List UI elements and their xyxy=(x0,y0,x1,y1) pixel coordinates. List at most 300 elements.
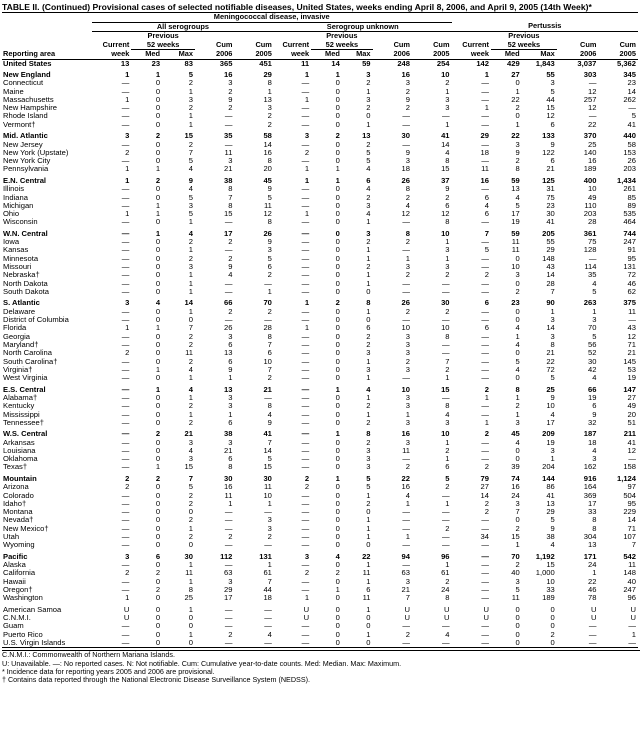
value-cell: 4 xyxy=(515,324,520,333)
table-row xyxy=(2,308,638,316)
value-cell: 345 xyxy=(623,69,636,79)
footnotes xyxy=(2,650,640,685)
value-cell: 43 xyxy=(546,263,555,272)
value-cell: 128 xyxy=(583,246,597,255)
value-cell: 2 xyxy=(228,307,233,316)
table-row xyxy=(2,550,638,561)
value-cell: 1 xyxy=(445,455,450,464)
value-cell: 5 xyxy=(366,483,371,492)
value-cell: 0 xyxy=(155,332,161,341)
value-cell: 0 xyxy=(188,614,193,623)
value-cell: 1 xyxy=(445,120,450,129)
value-cell: 1 xyxy=(335,69,340,79)
value-cell: 12 xyxy=(441,210,450,219)
value-cell: 3 xyxy=(366,95,371,104)
value-cell: 1 xyxy=(335,586,340,594)
value-cell: 41 xyxy=(263,429,272,439)
table-row xyxy=(2,210,638,218)
value-cell: 504 xyxy=(623,491,636,500)
value-cell: — xyxy=(121,374,130,383)
value-cell: 0 xyxy=(335,524,340,533)
table-row xyxy=(2,358,638,366)
value-cell: 1 xyxy=(188,279,193,288)
value-cell: — xyxy=(121,402,130,411)
value-cell: 9 xyxy=(405,148,410,157)
value-cell: 63 xyxy=(223,569,233,578)
value-cell: U xyxy=(404,614,410,623)
value-cell: 1 xyxy=(125,210,130,219)
value-cell: 7 xyxy=(188,473,193,483)
value-cell: — xyxy=(301,577,310,586)
value-cell: 3 xyxy=(405,79,410,88)
value-cell: — xyxy=(452,639,491,648)
value-cell: 20 xyxy=(627,410,636,419)
value-cell: 83 xyxy=(184,59,193,68)
value-cell: — xyxy=(301,622,310,631)
value-cell: 5 xyxy=(366,157,371,166)
value-cell: — xyxy=(402,455,410,464)
value-cell: 1 xyxy=(366,630,371,639)
value-cell: 0 xyxy=(335,516,340,525)
value-cell: — xyxy=(301,349,310,358)
max-label: Max xyxy=(342,50,373,60)
value-cell: 1 xyxy=(188,120,193,129)
table-title: TABLE II. (Continued) Provisional cases of selected notifiable diseases, United States, weeks ending April 8, 2006, and April 9, 2005 (14th Week)* xyxy=(2,2,592,12)
value-cell: 0 xyxy=(335,79,340,88)
value-cell: 3 xyxy=(228,79,233,88)
value-cell: 1 xyxy=(304,298,310,308)
value-cell: 23 xyxy=(546,201,555,210)
value-cell: 15 xyxy=(546,561,555,570)
value-cell: 27 xyxy=(627,393,636,402)
value-cell: — xyxy=(264,604,272,614)
value-cell: 4 xyxy=(267,630,272,639)
value-cell: 0 xyxy=(155,263,161,272)
value-cell: 0 xyxy=(515,622,520,631)
value-cell: — xyxy=(301,307,310,316)
value-cell: 1 xyxy=(592,569,597,578)
value-cell: 464 xyxy=(623,218,636,227)
table-row xyxy=(2,374,638,382)
value-cell: 2 xyxy=(188,533,193,542)
value-cell: 1 xyxy=(304,175,310,185)
value-cell: 19 xyxy=(627,374,636,383)
value-cell: 3 xyxy=(228,438,233,447)
value-cell: 30 xyxy=(223,473,233,483)
value-cell: — xyxy=(441,541,450,550)
value-cell: 6 xyxy=(484,298,489,308)
value-cell: — xyxy=(402,218,410,227)
value-cell: 11 xyxy=(224,491,233,500)
value-cell: 91 xyxy=(627,246,636,255)
value-cell: 0 xyxy=(335,95,340,104)
footnote: U: Unavailable. —: No reported cases. N: Not notifiable. Cum: Cumulative year-to-date counts. Med: Median. Max: Maximum. xyxy=(2,658,402,668)
value-cell: 1 xyxy=(631,630,636,639)
value-cell: 1 xyxy=(188,218,193,227)
value-cell: 52 xyxy=(587,349,597,358)
value-cell: 2 xyxy=(267,271,272,280)
value-cell: 3 xyxy=(366,349,371,358)
value-cell: 2 xyxy=(445,193,450,202)
value-cell: 0 xyxy=(335,533,340,542)
value-cell: 1 xyxy=(155,365,161,374)
value-cell: 23 xyxy=(627,79,636,88)
value-cell: — xyxy=(481,630,489,639)
value-cell: 30 xyxy=(587,357,597,366)
value-cell: — xyxy=(481,365,489,374)
value-cell: 0 xyxy=(155,491,161,500)
value-cell: 0 xyxy=(155,438,161,447)
value-cell: 0 xyxy=(335,357,340,366)
value-cell: — xyxy=(441,516,450,525)
value-cell: 2 xyxy=(366,140,371,149)
value-cell: 142 xyxy=(476,59,489,68)
table-row xyxy=(2,382,638,393)
table-row xyxy=(2,472,638,483)
value-cell: 263 xyxy=(583,298,597,308)
value-cell: 1 xyxy=(125,594,130,603)
value-cell: 9 xyxy=(550,140,555,149)
value-cell: 0 xyxy=(522,639,557,648)
value-cell: — xyxy=(234,639,273,648)
value-cell: 0 xyxy=(155,630,161,639)
value-cell: 5 xyxy=(550,374,555,383)
value-cell: U xyxy=(444,614,450,623)
value-cell: 2 xyxy=(405,87,410,96)
value-cell: — xyxy=(121,561,130,570)
value-cell: 9 xyxy=(267,418,272,427)
value-cell: 21 xyxy=(184,429,193,439)
week-label: week xyxy=(452,50,491,60)
value-cell: 7 xyxy=(267,577,272,586)
reporting-area-cell: Florida xyxy=(3,324,27,333)
table-row xyxy=(2,463,638,471)
value-cell: 145 xyxy=(623,357,636,366)
value-cell: — xyxy=(301,228,310,238)
reporting-area-cell: South Carolina† xyxy=(3,357,58,366)
value-cell: 23 xyxy=(511,298,520,308)
value-cell: 10 xyxy=(511,263,520,272)
value-cell: U xyxy=(303,604,310,614)
value-cell: 97 xyxy=(627,483,636,492)
value-cell: 0 xyxy=(155,604,161,614)
value-cell: 0 xyxy=(550,622,555,631)
value-cell: 211 xyxy=(623,429,636,439)
value-cell: 2 xyxy=(228,87,233,96)
value-cell: 53 xyxy=(627,365,636,374)
value-cell: 0 xyxy=(491,639,522,648)
value-cell: 17 xyxy=(223,594,233,603)
value-cell: — xyxy=(301,455,310,464)
value-cell: — xyxy=(301,271,310,280)
table-row xyxy=(2,255,638,263)
value-cell: 1 xyxy=(304,210,310,219)
value-cell: 2 xyxy=(155,569,161,578)
value-cell: U xyxy=(483,604,489,614)
value-cell: 11 xyxy=(301,59,310,68)
value-cell: 61 xyxy=(441,569,450,578)
value-cell: 0 xyxy=(155,508,161,517)
value-cell: 0 xyxy=(335,307,340,316)
value-cell: 22 xyxy=(587,577,597,586)
reporting-area-cell: United States xyxy=(3,59,52,68)
value-cell: 14 xyxy=(627,516,636,525)
value-cell: 0 xyxy=(335,201,340,210)
value-cell: 1 xyxy=(267,561,272,570)
value-cell: 3 xyxy=(405,349,410,358)
value-cell: 11 xyxy=(264,201,272,210)
value-cell: 1 xyxy=(188,393,193,402)
value-cell: 1 xyxy=(366,410,371,419)
value-cell: — xyxy=(264,508,272,517)
value-cell: 3 xyxy=(515,577,520,586)
reporting-area-cell: Illinois xyxy=(3,185,25,194)
value-cell: — xyxy=(481,238,489,247)
value-cell: 1 xyxy=(366,524,371,533)
value-cell: 1 xyxy=(405,533,410,542)
value-cell: 4 xyxy=(445,148,450,157)
value-cell: — xyxy=(121,438,130,447)
value-cell: 2 xyxy=(484,429,489,439)
value-cell: 2 xyxy=(405,307,410,316)
value-cell: 22 xyxy=(587,120,597,129)
value-cell: 1 xyxy=(188,604,193,614)
value-cell: 1 xyxy=(515,541,520,550)
value-cell: 8 xyxy=(228,201,233,210)
value-cell: 2 xyxy=(445,577,450,586)
value-cell: 2 xyxy=(405,630,410,639)
value-cell: 41 xyxy=(627,120,636,129)
value-cell: 21 xyxy=(546,349,555,358)
value-cell: 19 xyxy=(546,438,555,447)
value-cell: 16 xyxy=(401,429,410,439)
value-cell: 7 xyxy=(515,508,520,517)
value-cell: 15 xyxy=(184,463,193,472)
value-cell: 3 xyxy=(405,365,410,374)
value-cell: 0 xyxy=(366,112,371,121)
value-cell: 9 xyxy=(550,524,555,533)
value-cell: 14 xyxy=(263,140,272,149)
value-cell: — xyxy=(481,316,489,325)
reporting-area-cell: E.N. Central xyxy=(3,175,47,185)
value-cell: 0 xyxy=(155,254,161,263)
value-cell: 2 xyxy=(188,238,193,247)
value-cell: 4 xyxy=(445,410,450,419)
value-cell: 11 xyxy=(224,148,233,157)
value-cell: 17 xyxy=(223,228,233,238)
table-row xyxy=(2,622,638,630)
value-cell: 0 xyxy=(335,614,340,623)
value-cell: 96 xyxy=(441,551,450,561)
value-cell: 0 xyxy=(335,499,340,508)
table-row xyxy=(2,492,638,500)
value-cell: 17 xyxy=(587,499,597,508)
table-row xyxy=(2,202,638,210)
value-cell: 0 xyxy=(515,630,520,639)
value-cell: 0 xyxy=(188,541,193,550)
value-cell: — xyxy=(121,332,130,341)
value-cell: 2 xyxy=(228,238,233,247)
value-cell: — xyxy=(301,287,310,296)
value-cell: 5 xyxy=(550,87,555,96)
reporting-area-cell: New Mexico† xyxy=(3,524,49,533)
value-cell: 3 xyxy=(188,455,193,464)
value-cell: 2 xyxy=(155,586,161,594)
value-cell: 2 xyxy=(335,569,340,578)
current-label: Current xyxy=(462,40,489,49)
reporting-area-cell: Puerto Rico xyxy=(3,630,43,639)
value-cell: 1 xyxy=(188,577,193,586)
value-cell: — xyxy=(301,357,310,366)
value-cell: 3 xyxy=(125,551,130,561)
reporting-area-cell: Pacific xyxy=(3,551,28,561)
value-cell: 3 xyxy=(267,104,272,113)
table-row xyxy=(2,455,638,463)
value-cell: — xyxy=(628,104,636,113)
value-cell: 21 xyxy=(627,349,636,358)
value-cell: 0 xyxy=(335,491,340,500)
value-cell: 1 xyxy=(155,228,161,238)
value-cell: 1 xyxy=(335,384,340,394)
table-row xyxy=(2,227,638,238)
value-cell: 0 xyxy=(515,374,520,383)
value-cell: 0 xyxy=(335,418,340,427)
value-cell: 0 xyxy=(335,263,340,272)
value-cell: 164 xyxy=(583,483,597,492)
value-cell: 19 xyxy=(587,393,597,402)
value-cell: — xyxy=(121,577,130,586)
value-cell: — xyxy=(121,491,130,500)
value-cell: 3 xyxy=(366,446,371,455)
value-cell: — xyxy=(121,418,130,427)
value-cell: 0 xyxy=(335,210,340,219)
value-cell: 0 xyxy=(155,307,161,316)
value-cell: 5,362 xyxy=(616,59,636,68)
value-cell: 0 xyxy=(335,279,340,288)
value-cell: — xyxy=(121,365,130,374)
reporting-area-cell: Maine xyxy=(3,87,24,96)
value-cell: 189 xyxy=(542,594,555,603)
value-cell: 0 xyxy=(155,157,161,166)
value-cell: 2 xyxy=(366,340,371,349)
value-cell: 131 xyxy=(623,263,636,272)
value-cell: 0 xyxy=(155,594,161,603)
value-cell: 5 xyxy=(515,586,520,594)
value-cell: 8 xyxy=(267,79,272,88)
value-cell: 3 xyxy=(125,131,130,141)
value-cell: 1 xyxy=(366,120,371,129)
value-cell: 0 xyxy=(155,499,161,508)
value-cell: — xyxy=(301,340,310,349)
value-cell: 2 xyxy=(228,104,233,113)
value-cell: 1 xyxy=(515,393,520,402)
value-cell: 10 xyxy=(441,324,450,333)
value-cell: — xyxy=(121,218,130,227)
value-cell: 11 xyxy=(481,165,489,174)
reporting-area-cell: Texas† xyxy=(3,463,28,472)
value-cell: 303 xyxy=(583,69,597,79)
value-cell: 0 xyxy=(335,393,340,402)
value-cell: 15 xyxy=(546,104,555,113)
value-cell: — xyxy=(121,516,130,525)
value-cell: 5 xyxy=(188,483,193,492)
value-cell: 0 xyxy=(155,622,161,631)
value-cell: 440 xyxy=(623,131,636,141)
value-cell: 2 xyxy=(188,332,193,341)
value-cell: 2 xyxy=(445,446,450,455)
value-cell: 71 xyxy=(627,524,636,533)
value-cell: U xyxy=(404,604,410,614)
value-cell: 187 xyxy=(583,429,597,439)
value-cell: 9 xyxy=(228,365,233,374)
value-cell: 24 xyxy=(441,586,450,594)
value-cell: 1 xyxy=(366,393,371,402)
value-cell: 70 xyxy=(511,551,520,561)
value-cell: 1 xyxy=(335,165,340,174)
value-cell: — xyxy=(301,499,310,508)
value-cell: 2 xyxy=(267,112,272,121)
value-cell: 1 xyxy=(366,254,371,263)
table-row xyxy=(2,280,638,288)
value-cell: 14 xyxy=(331,59,340,68)
value-cell: — xyxy=(301,157,310,166)
value-cell: 15 xyxy=(263,463,272,472)
value-cell: 12 xyxy=(587,104,597,113)
value-cell: — xyxy=(264,279,272,288)
value-cell: 3 xyxy=(228,402,233,411)
value-cell: — xyxy=(301,120,310,129)
value-cell: 9 xyxy=(405,95,410,104)
value-cell: 2 xyxy=(515,561,520,570)
value-cell: 2 xyxy=(484,271,489,280)
table-row xyxy=(2,394,638,402)
reporting-area-cell: Massachusetts xyxy=(3,95,54,104)
value-cell: 26 xyxy=(401,298,410,308)
value-cell: 15 xyxy=(511,533,520,542)
value-cell: 2 xyxy=(188,340,193,349)
value-cell: — xyxy=(588,254,597,263)
current-label: Current xyxy=(282,40,310,49)
value-cell: — xyxy=(301,402,310,411)
value-cell: — xyxy=(481,254,489,263)
value-cell: 2 xyxy=(228,533,233,542)
value-cell: 3 xyxy=(304,551,310,561)
value-cell: 33 xyxy=(546,586,555,594)
value-cell: — xyxy=(588,112,597,121)
value-cell: 1 xyxy=(484,104,489,113)
value-cell: 9 xyxy=(550,393,555,402)
value-cell: — xyxy=(301,79,310,88)
value-cell: — xyxy=(481,218,489,227)
value-cell: 1 xyxy=(515,120,520,129)
value-cell: — xyxy=(481,374,489,383)
value-cell: 0 xyxy=(155,87,161,96)
value-cell: 205 xyxy=(542,228,555,238)
value-cell: 2 xyxy=(405,193,410,202)
value-cell: 1 xyxy=(188,561,193,570)
value-cell: 3 xyxy=(592,316,597,325)
value-cell: 1 xyxy=(125,69,130,79)
value-cell: 0 xyxy=(155,561,161,570)
reporting-area-cell: West Virginia xyxy=(3,374,48,383)
value-cell: 1 xyxy=(335,175,340,185)
value-cell: — xyxy=(301,218,310,227)
value-cell: 2 xyxy=(155,131,161,141)
value-cell: — xyxy=(224,541,233,550)
value-cell: — xyxy=(274,639,311,648)
reporting-area-cell: Oregon† xyxy=(3,586,33,594)
value-cell: 1 xyxy=(366,604,371,614)
